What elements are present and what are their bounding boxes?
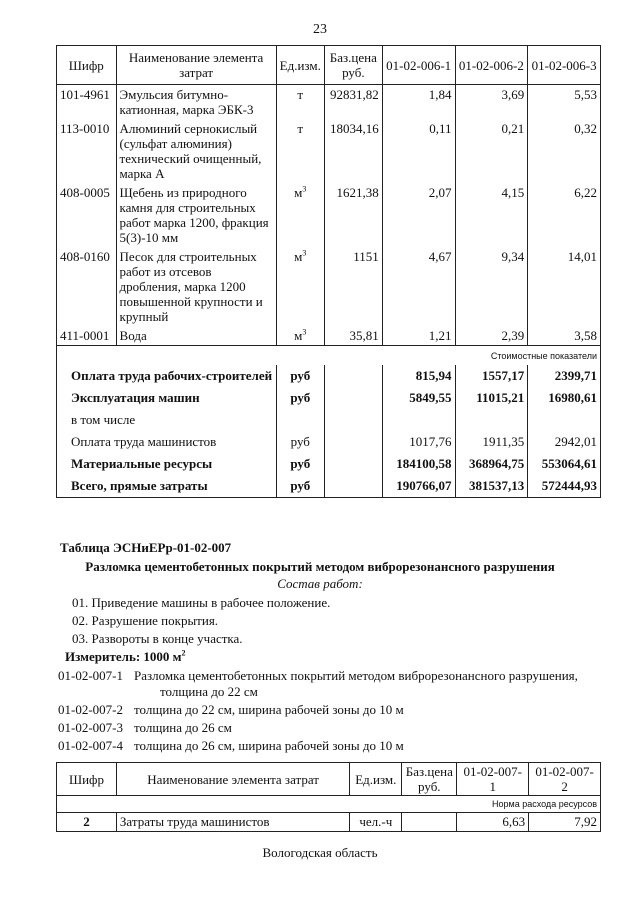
result-label: Материальные ресурсы	[57, 453, 277, 475]
result-price	[324, 431, 382, 453]
header-col-2: 01-02-006-2	[455, 46, 528, 85]
row-unit: $м^3$	[276, 183, 324, 247]
result-value-3: 2399,71	[528, 365, 601, 387]
header-col-3: 01-02-006-3	[528, 46, 601, 85]
norm-item-text: Разломка цементобетонных покрытий методом виброрезонансного разрушения,	[134, 668, 578, 683]
row-code: 408-0160	[57, 247, 117, 326]
header-name: Наименование элемента затрат	[116, 763, 349, 796]
result-row	[57, 387, 601, 409]
table-row	[57, 85, 601, 120]
section-title: Разломка цементобетонных покрытий методом виброрезонансного разрушения	[85, 559, 555, 574]
result-price	[324, 453, 382, 475]
row-unit: т	[276, 119, 324, 183]
result-label: Эксплуатация машин	[57, 387, 277, 409]
row-code: 411-0001	[57, 326, 117, 346]
result-unit: руб	[276, 387, 324, 409]
result-value-3: 2942,01	[528, 431, 601, 453]
header-col-1: 01-02-007-1	[457, 763, 529, 796]
row-price: 1151	[324, 247, 382, 326]
row-name: Алюминий сернокислый (сульфат алюминия) технический очищенный, марка А	[116, 119, 276, 183]
resources-table-01-02-006	[56, 45, 601, 498]
result-value-1	[382, 409, 455, 431]
result-value-2: 11015,21	[455, 387, 528, 409]
row-value-2: 0,21	[455, 119, 528, 183]
row-value-1: 1,84	[382, 85, 455, 120]
header-unit: Ед.изм.	[350, 763, 402, 796]
norm-item-code: 01-02-007-2	[58, 702, 123, 717]
result-row	[57, 431, 601, 453]
result-value-1: 190766,07	[382, 475, 455, 498]
result-unit: руб	[276, 475, 324, 498]
table-row	[57, 247, 601, 326]
header-col-2: 01-02-007-2	[529, 763, 601, 796]
row-value-1: 4,67	[382, 247, 455, 326]
page-number: 23	[313, 22, 327, 37]
work-item: 02. Разрушение покрытия.	[72, 613, 219, 628]
cost-indicators-row	[57, 346, 601, 366]
resource-norm-label: Норма расхода ресурсов	[57, 796, 601, 813]
result-price	[324, 365, 382, 387]
result-price	[324, 387, 382, 409]
header-name: Наименование элемента затрат	[116, 46, 276, 85]
header-price: Баз.цена руб.	[324, 46, 382, 85]
row-value-1: 0,11	[382, 119, 455, 183]
row-name: Эмульсия битумно-катионная, марка ЭБК-3	[116, 85, 276, 120]
row-value-1: 2,07	[382, 183, 455, 247]
row-value-3: 6,22	[528, 183, 601, 247]
result-row	[57, 453, 601, 475]
norm-item-text: толщина до 26 см	[134, 720, 232, 735]
row-code: 2	[57, 813, 117, 832]
result-value-1: 5849,55	[382, 387, 455, 409]
row-value-3: 14,01	[528, 247, 601, 326]
norm-item-code: 01-02-007-3	[58, 720, 123, 735]
row-price: 1621,38	[324, 183, 382, 247]
meter-label: Измеритель: 1000 $м^2$	[65, 648, 186, 664]
header-code: Шифр	[57, 763, 117, 796]
result-value-2: 1557,17	[455, 365, 528, 387]
row-price	[402, 813, 457, 832]
result-value-1: 1017,76	[382, 431, 455, 453]
row-value-2: 9,34	[455, 247, 528, 326]
result-value-2: 368964,75	[455, 453, 528, 475]
row-value-1: 6,63	[457, 813, 529, 832]
row-value-2: 7,92	[529, 813, 601, 832]
works-heading: Состав работ:	[277, 576, 363, 591]
row-name: Щебень из природного камня для строительных работ марка 1200, фракция 5(3)-10 мм	[116, 183, 276, 247]
result-value-3: 553064,61	[528, 453, 601, 475]
table-id: Таблица ЭСНиЕРр-01-02-007	[60, 540, 232, 555]
result-label: Оплата труда рабочих-строителей	[57, 365, 277, 387]
result-value-2: 1911,35	[455, 431, 528, 453]
norm-item-text: толщина до 22 см, ширина рабочей зоны до 10 м	[134, 702, 404, 717]
header-price: Баз.цена руб.	[402, 763, 457, 796]
row-value-2: 2,39	[455, 326, 528, 346]
result-row	[57, 475, 601, 498]
result-value-3: 16980,61	[528, 387, 601, 409]
row-value-3: 0,32	[528, 119, 601, 183]
row-price: 18034,16	[324, 119, 382, 183]
result-value-2	[455, 409, 528, 431]
row-price: 92831,82	[324, 85, 382, 120]
row-code: 101-4961	[57, 85, 117, 120]
norm-item-text: толщина до 26 см, ширина рабочей зоны до 10 м	[134, 738, 404, 753]
norm-item-code: 01-02-007-4	[58, 738, 123, 753]
table-header-row	[57, 763, 601, 796]
result-value-1: 184100,58	[382, 453, 455, 475]
row-unit: $м^3$	[276, 247, 324, 326]
result-price	[324, 409, 382, 431]
row-name: Затраты труда машинистов	[116, 813, 349, 832]
header-unit: Ед.изм.	[276, 46, 324, 85]
result-unit: руб	[276, 365, 324, 387]
table-row	[57, 326, 601, 346]
result-value-2: 381537,13	[455, 475, 528, 498]
row-unit: $м^3$	[276, 326, 324, 346]
resource-norm-row	[57, 796, 601, 813]
result-row	[57, 409, 601, 431]
row-value-2: 4,15	[455, 183, 528, 247]
norm-item-code: 01-02-007-1	[58, 668, 123, 683]
result-label: в том числе	[57, 409, 277, 431]
table-row	[57, 183, 601, 247]
row-value-2: 3,69	[455, 85, 528, 120]
row-code: 408-0005	[57, 183, 117, 247]
result-row	[57, 365, 601, 387]
header-code: Шифр	[57, 46, 117, 85]
row-price: 35,81	[324, 326, 382, 346]
resources-table-01-02-007	[56, 762, 601, 832]
result-value-3: 572444,93	[528, 475, 601, 498]
row-name: Вода	[116, 326, 276, 346]
row-code: 113-0010	[57, 119, 117, 183]
result-label: Оплата труда машинистов	[57, 431, 277, 453]
row-name: Песок для строительных работ из отсевов дробления, марка 1200 повышенной крупности и крупный	[116, 247, 276, 326]
region-footer: Вологодская область	[262, 845, 378, 860]
table-row	[57, 119, 601, 183]
row-unit: чел.-ч	[350, 813, 402, 832]
row-value-1: 1,21	[382, 326, 455, 346]
result-value-3	[528, 409, 601, 431]
result-value-1: 815,94	[382, 365, 455, 387]
row-value-3: 3,58	[528, 326, 601, 346]
result-price	[324, 475, 382, 498]
table-row	[57, 813, 601, 832]
header-col-1: 01-02-006-1	[382, 46, 455, 85]
work-item: 01. Приведение машины в рабочее положение.	[72, 595, 331, 610]
work-item: 03. Развороты в конце участка.	[72, 631, 243, 646]
row-unit: т	[276, 85, 324, 120]
cost-indicators-label: Стоимостные показатели	[57, 346, 601, 366]
result-unit	[276, 409, 324, 431]
table-header-row	[57, 46, 601, 85]
result-unit: руб	[276, 431, 324, 453]
row-value-3: 5,53	[528, 85, 601, 120]
result-label: Всего, прямые затраты	[57, 475, 277, 498]
norm-item-text: толщина до 22 см	[160, 684, 258, 699]
result-unit: руб	[276, 453, 324, 475]
